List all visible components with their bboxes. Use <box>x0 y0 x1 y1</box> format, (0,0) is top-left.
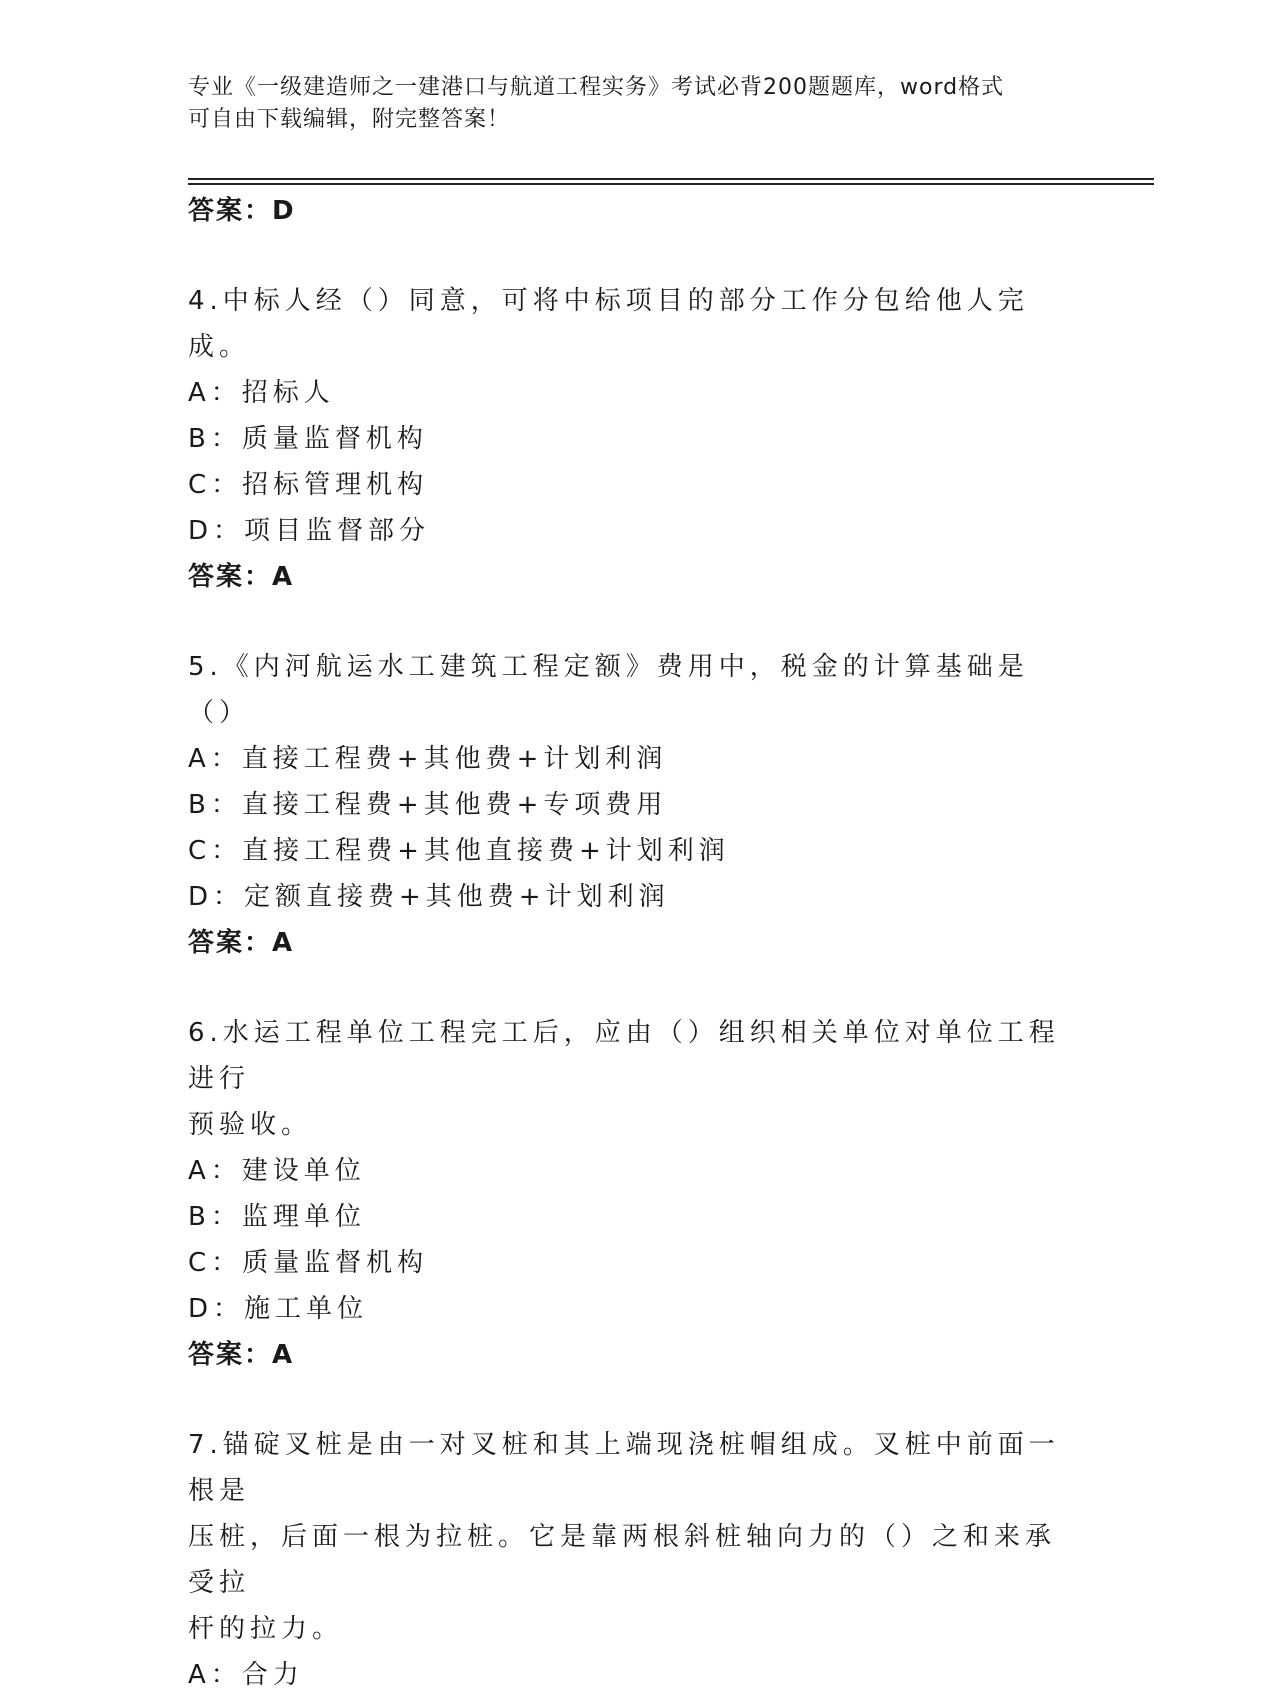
option-d: D：项目监督部分 <box>188 516 431 546</box>
header-line-1: 专业《一级建造师之一建港口与航道工程实务》考试必背200题题库，word格式 <box>188 75 1005 100</box>
question-4 <box>188 278 1068 600</box>
header-line-2: 可自由下载编辑，附完整答案！ <box>188 107 511 132</box>
document-header <box>188 72 1068 136</box>
option-b: B：监理单位 <box>188 1202 366 1232</box>
question-list <box>188 188 1068 1698</box>
question-stem: 5.《内河航运水工建筑工程定额》费用中，税金的计算基础是（） <box>188 652 1029 728</box>
answer: 答案：A <box>188 928 295 958</box>
option-b: B：质量监督机构 <box>188 424 428 454</box>
answer: 答案：A <box>188 1340 295 1370</box>
option-a: A：直接工程费+其他费+计划利润 <box>188 744 668 774</box>
question-stem-line-1: 6.水运工程单位工程完工后，应由（）组织相关单位对单位工程进行 <box>188 1018 1060 1094</box>
question-7 <box>188 1422 1068 1698</box>
option-a: A：招标人 <box>188 378 335 408</box>
question-6 <box>188 1010 1068 1378</box>
header-divider-bottom <box>188 183 1154 185</box>
question-stem: 4.中标人经（）同意，可将中标项目的部分工作分包给他人完成。 <box>188 286 1029 362</box>
question-stem-line-1: 7.锚碇叉桩是由一对叉桩和其上端现浇桩帽组成。叉桩中前面一根是 <box>188 1430 1060 1506</box>
question-stem-line-2: 预验收。 <box>188 1110 313 1140</box>
previous-answer: 答案：D <box>188 196 296 226</box>
answer: 答案：A <box>188 562 295 592</box>
option-c: C：质量监督机构 <box>188 1248 429 1278</box>
option-a: A：建设单位 <box>188 1156 366 1186</box>
option-b: B：直接工程费+其他费+专项费用 <box>188 790 668 820</box>
header-divider-top <box>188 178 1154 180</box>
question-stem-line-3: 杆的拉力。 <box>188 1614 344 1644</box>
option-c: C：招标管理机构 <box>188 470 429 500</box>
option-c: C：直接工程费+其他直接费+计划利润 <box>188 836 730 866</box>
option-d: D：定额直接费+其他费+计划利润 <box>188 882 670 912</box>
question-5 <box>188 644 1068 966</box>
question-stem-line-2: 压桩，后面一根为拉桩。它是靠两根斜桩轴向力的（）之和来承受拉 <box>188 1522 1057 1598</box>
option-d: D：施工单位 <box>188 1294 369 1324</box>
option-a: A：合力 <box>188 1660 304 1690</box>
